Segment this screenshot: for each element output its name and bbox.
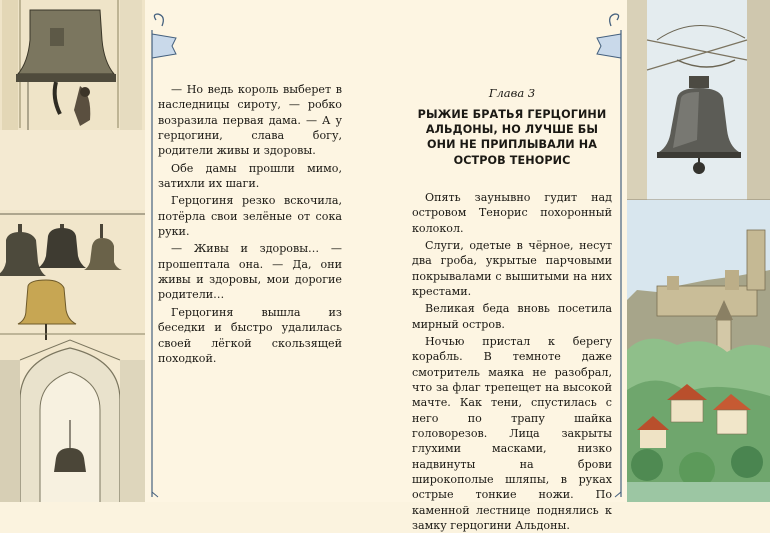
left-paragraph-3: Герцогиня резко вскочила, потёрла свои зелёные от сока руки. [158,194,342,239]
bell-tower-illustration [0,0,145,502]
left-page-text [158,82,342,366]
chapter-title: РЫЖИЕ БРАТЬЯ ГЕРЦОГИНИ АЛЬДОНЫ, НО ЛУЧШЕ БЫ ОНИ НЕ ПРИПЛЫВАЛИ НА ОСТРОВ ТЕНОРИС [417,108,607,167]
belfry-and-castle-illustration [627,0,770,502]
left-paragraph-4: — Живы и здоровы… — прошептала она. — Да, они живы и здоровы, мои дорогие родители… [158,242,342,302]
right-page-text [412,86,612,533]
right-paragraph-2: Слуги, одетые в чёрное, несут два гроба, укрытые парчовыми покрывалами с вышитыми на них крестами. [412,238,612,298]
right-paragraph-3: Великая беда вновь посетила мирный остров. [412,302,612,331]
left-paragraph-1: — Но ведь король выберет в наследницы сироту, — робко возразила первая дама. — А у герцогини, слава богу, родители живы и здоровы. [158,83,342,158]
right-paragraph-4: Ночью пристал к берегу корабль. В темноте даже смотритель маяка не разобрал, что за флаг трепещет на высокой мачте. Как тени, спустилась с него по трапу шайка головорезов. Лица закрыты глухими масками, низко надвинуты на брови широкополые шляпы, в руках острые тонкие ножи. По каменной лестнице поднялись к замку герцогини Альдоны. [412,334,612,533]
left-paragraph-2: Обе дамы прошли мимо, затихли их шаги. [158,161,342,191]
chapter-label: Глава 3 [488,86,536,100]
right-paragraph-1: Опять заунывно гудит над островом Тенорис похоронный колокол. [412,190,612,235]
bell-icon [18,10,114,74]
left-paragraph-5: Герцогиня вышла из беседки и быстро удалилась своей лёгкой скользящей походкой. [158,305,342,365]
